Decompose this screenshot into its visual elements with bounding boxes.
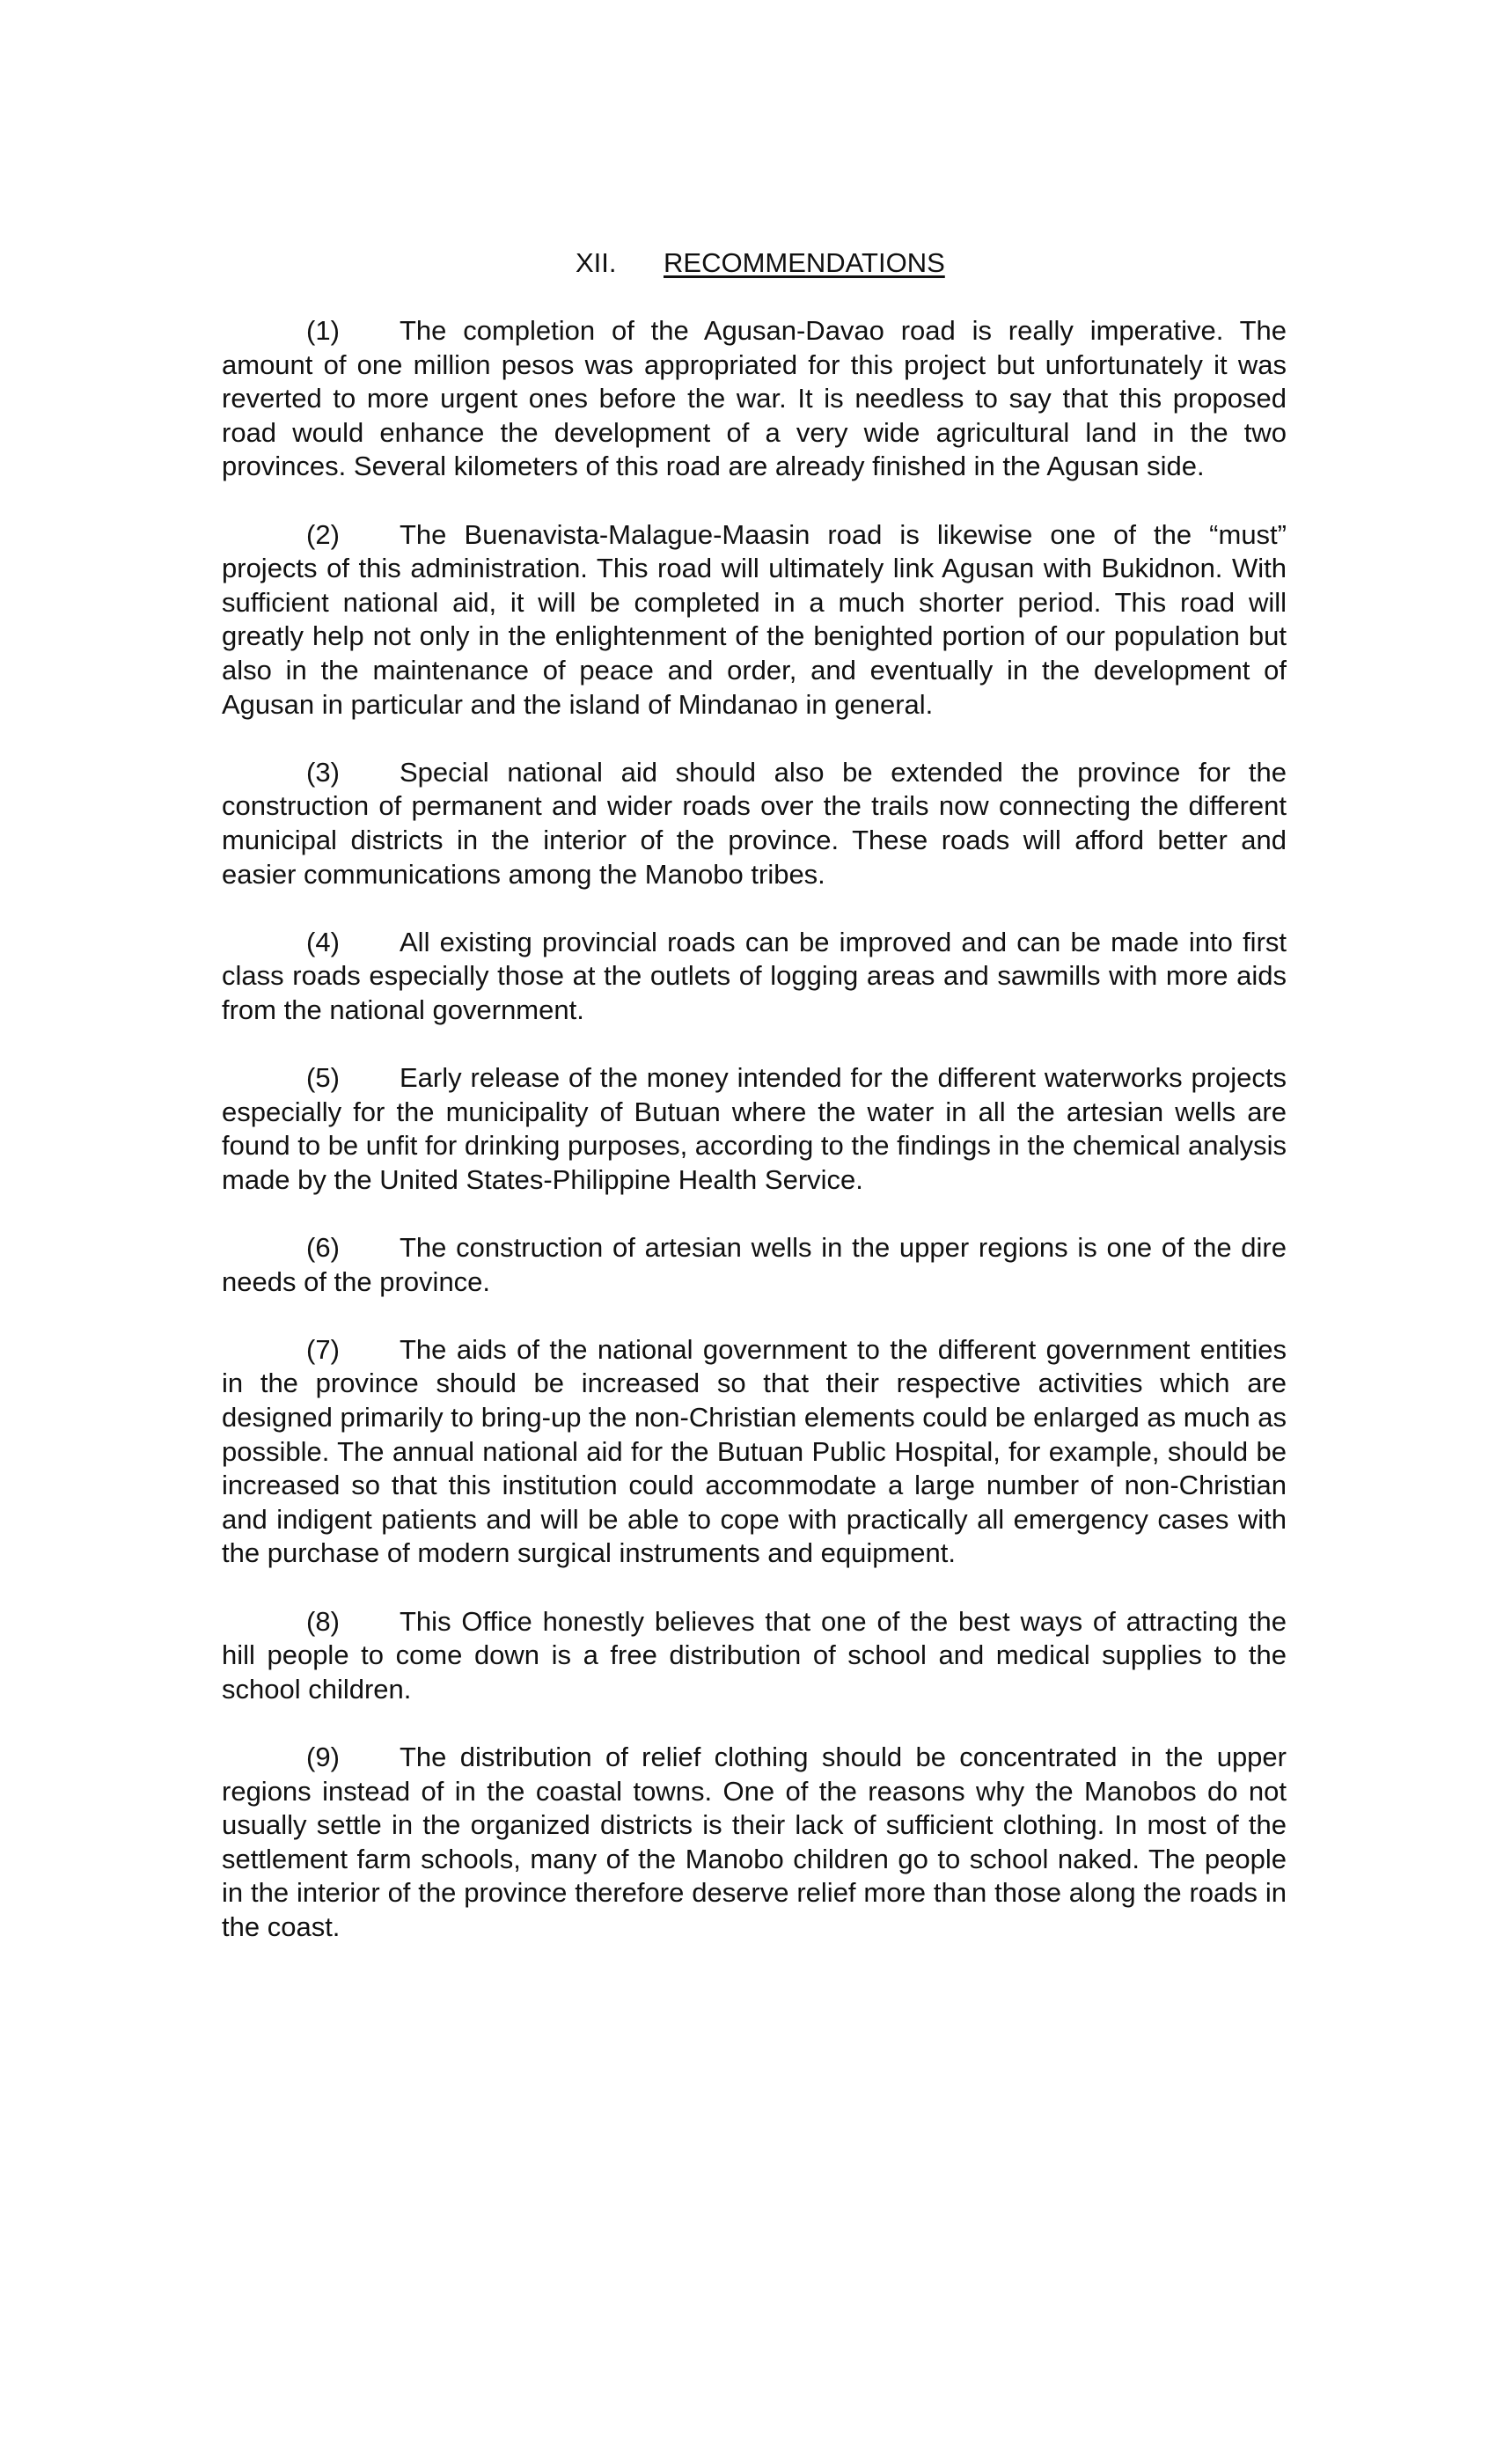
paragraph-number: (5) bbox=[306, 1062, 340, 1094]
paragraph-number: (8) bbox=[306, 1605, 340, 1637]
recommendation-paragraph bbox=[222, 756, 1287, 891]
recommendation-paragraph bbox=[222, 926, 1287, 1028]
paragraph-text: Special national aid should also be extended the province for the construction of permanent and wider roads over the trails now connecting the different municipal districts in the interior of the province. These roads will afford better and easier communications among the Manobo tribes. bbox=[222, 756, 1287, 890]
paragraph-number: (6) bbox=[306, 1232, 340, 1264]
paragraph-text: The Buenavista-Malague-Maasin road is likewise one of the “must” projects of this administration. This road will ultimately link Agusan with Bukidnon. With sufficient national aid, it will be completed in a much shorter period. This road will greatly help not only in the enlightenment of the benighted portion of our population but also in the maintenance of peace and order, and eventually in the development of Agusan in particular and the island of Mindanao in general. bbox=[222, 518, 1287, 720]
paragraph-number: (3) bbox=[306, 756, 340, 788]
recommendation-paragraph bbox=[222, 518, 1287, 722]
paragraph-number: (2) bbox=[306, 518, 340, 550]
paragraph-text: The completion of the Agusan-Davao road is really imperative. The amount of one million pesos was appropriated for this project but unfortunately it was reverted to more urgent ones before the war. It is needless to say that this proposed road would enhance the development of a very wide agricultural land in the two provinces. Several kilometers of this road are already finished in the Agusan side. bbox=[222, 315, 1287, 482]
paragraph-text: Early release of the money intended for the different waterworks projects especially for the municipality of Butuan where the water in all the artesian wells are found to be unfit for drinking purposes, according to the findings in the chemical analysis made by the United States-Philippine Health Service. bbox=[222, 1062, 1287, 1195]
section-heading bbox=[576, 246, 1169, 280]
paragraph-number: (7) bbox=[306, 1333, 340, 1365]
recommendation-paragraph bbox=[222, 1231, 1287, 1299]
paragraph-number: (4) bbox=[306, 926, 340, 957]
recommendation-paragraph bbox=[222, 1061, 1287, 1197]
section-title: RECOMMENDATIONS bbox=[664, 247, 945, 278]
section-number: XII. bbox=[576, 247, 617, 278]
recommendation-paragraph bbox=[222, 1741, 1287, 1945]
paragraph-text: This Office honestly believes that one of the best ways of attracting the hill people to come down is a free distribution of school and medical supplies to the school children. bbox=[222, 1605, 1287, 1705]
recommendation-paragraph bbox=[222, 1605, 1287, 1707]
paragraph-text: The aids of the national government to the different government entities in the province should be increased so that their respective activities which are designed primarily to bring-up the non-Christian elements could be enlarged as much as possible. The annual national aid for the Butuan Public Hospital, for example, should be increased so that this institution could accommodate a large number of non-Christian and indigent patients and will be able to cope with practically all emergency cases with the purchase of modern surgical instruments and equipment. bbox=[222, 1333, 1287, 1569]
paragraph-number: (9) bbox=[306, 1741, 340, 1772]
paragraph-text: The distribution of relief clothing should be concentrated in the upper regions instead of in the coastal towns. One of the reasons why the Manobos do not usually settle in the organized districts is their lack of sufficient clothing. In most of the settlement farm schools, many of the Manobo children go to school naked. The people in the interior of the province therefore deserve relief more than those along the roads in the coast. bbox=[222, 1741, 1287, 1942]
paragraph-text: All existing provincial roads can be improved and can be made into first class roads especially those at the outlets of logging areas and sawmills with more aids from the national government. bbox=[222, 926, 1287, 1025]
recommendations-list bbox=[222, 314, 1287, 1978]
paragraph-number: (1) bbox=[306, 315, 340, 346]
paragraph-text: The construction of artesian wells in the upper regions is one of the dire needs of the province. bbox=[222, 1232, 1287, 1297]
recommendation-paragraph bbox=[222, 1333, 1287, 1571]
recommendation-paragraph bbox=[222, 314, 1287, 484]
